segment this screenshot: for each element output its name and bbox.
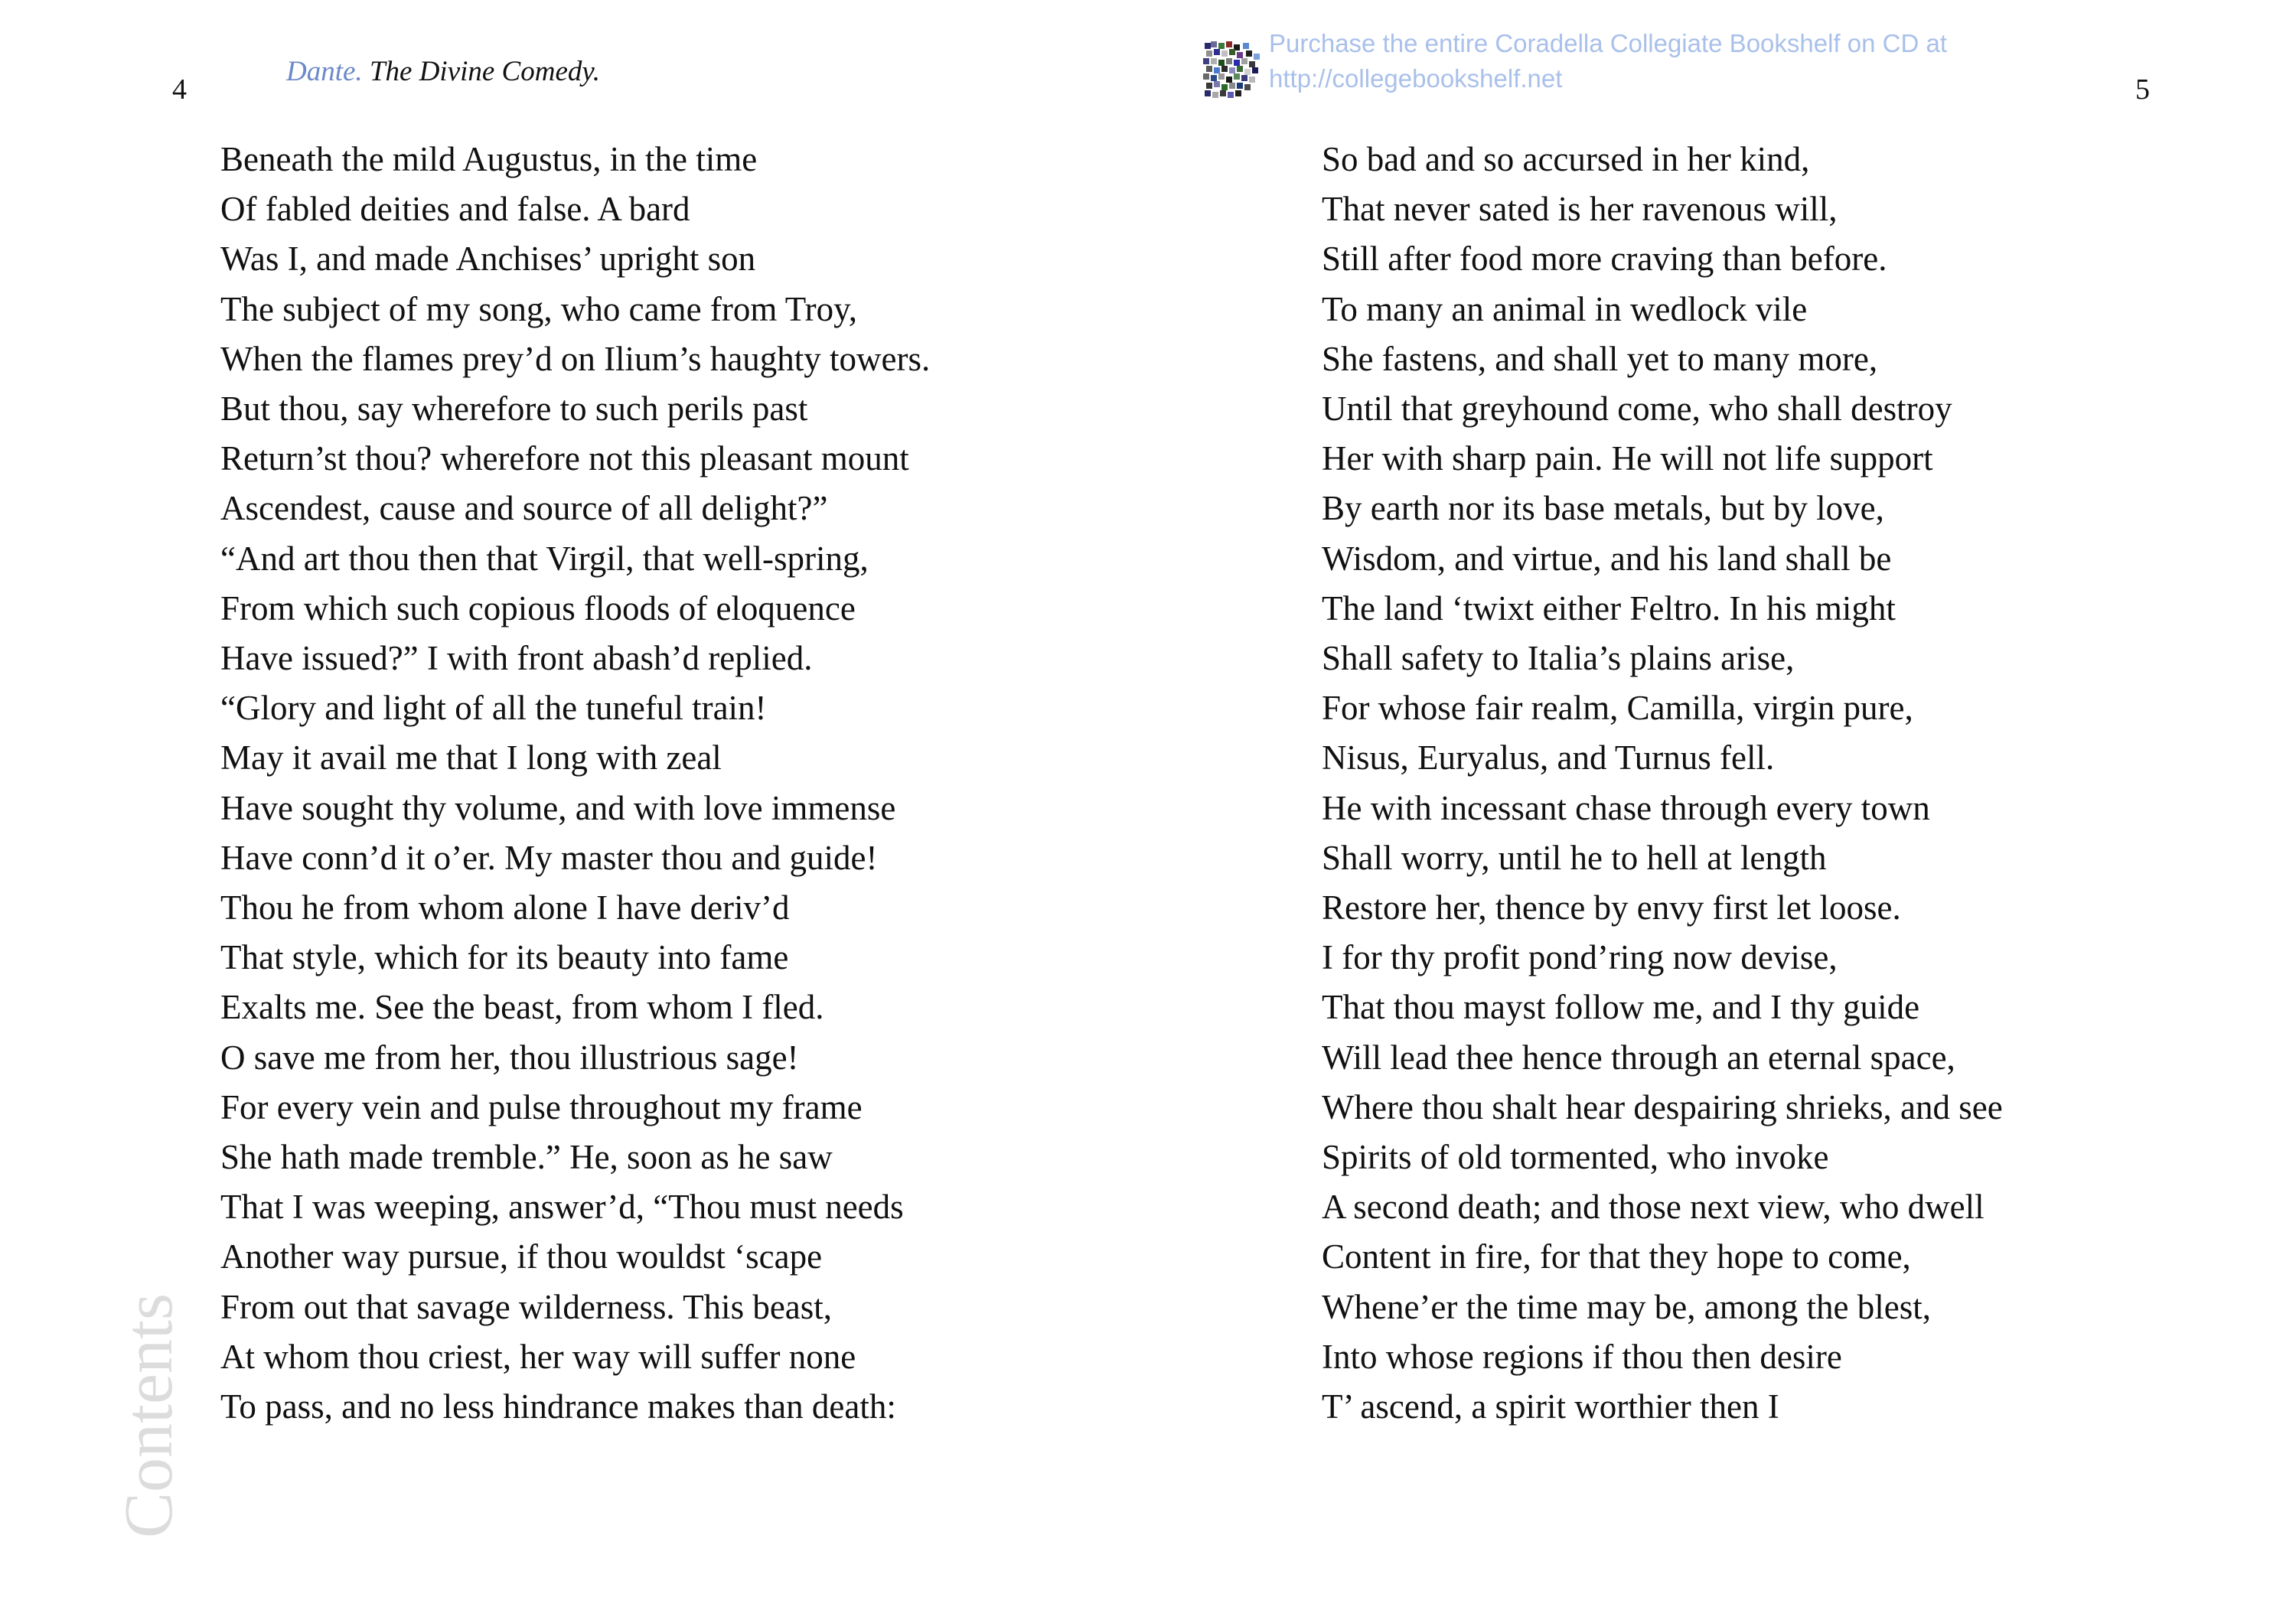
page-number-left: 4 — [172, 73, 187, 106]
verse-line: Ascendest, cause and source of all delight?” — [220, 489, 828, 528]
verse-line: From out that savage wilderness. This beast, — [220, 1287, 833, 1326]
verse-line: Content in fire, for that they hope to come, — [1322, 1237, 1911, 1276]
verse-line: That I was weeping, answer’d, “Thou must needs — [220, 1188, 904, 1227]
verse-line: For every vein and pulse throughout my frame — [220, 1087, 863, 1126]
verse-line: Wisdom, and virtue, and his land shall be — [1322, 539, 1892, 578]
verse-line: A second death; and those next view, who dwell — [1322, 1188, 1985, 1227]
verse-line: Of fabled deities and false. A bard — [220, 190, 690, 229]
verse-line: Have issued?” I with front abash’d replied. — [220, 639, 813, 678]
contents-tab[interactable]: Contents — [111, 1292, 187, 1538]
verse-line: She fastens, and shall yet to many more, — [1322, 339, 1878, 378]
verse-line: Another way pursue, if thou wouldst ‘scape — [220, 1237, 823, 1276]
verse-line: To pass, and no less hindrance makes than death: — [220, 1387, 896, 1426]
verse-line: Beneath the mild Augustus, in the time — [220, 140, 758, 178]
verse-line: By earth nor its base metals, but by love, — [1322, 489, 1884, 528]
verse-line: Where thou shalt hear despairing shrieks, and see — [1322, 1087, 2003, 1126]
verse-line: May it avail me that I long with zeal — [220, 738, 722, 777]
verse-line: I for thy profit pond’ring now devise, — [1322, 938, 1838, 977]
verse-line: T’ ascend, a spirit worthier then I — [1322, 1387, 1779, 1426]
verse-line: Still after food more craving than before. — [1322, 240, 1887, 279]
purchase-link-line-1[interactable]: Purchase the entire Coradella Collegiate Bookshelf on CD at — [1269, 29, 1948, 57]
verse-line: Thou he from whom alone I have deriv’d — [220, 888, 790, 927]
verse-line: At whom thou criest, her way will suffer none — [220, 1337, 856, 1376]
verse-line: Have conn’d it o’er. My master thou and guide! — [220, 838, 878, 877]
verse-line: She hath made tremble.” He, soon as he saw — [220, 1138, 833, 1177]
running-head-author[interactable]: Dante. — [286, 56, 363, 87]
verse-line: Will lead thee hence through an eternal space, — [1322, 1038, 1955, 1077]
verse-line: But thou, say wherefore to such perils past — [220, 390, 808, 429]
verse-left-page — [220, 135, 930, 1432]
verse-line: That style, which for its beauty into fame — [220, 938, 789, 977]
verse-line: The land ‘twixt either Feltro. In his might — [1322, 588, 1896, 627]
verse-line: O save me from her, thou illustrious sage! — [220, 1038, 799, 1077]
verse-line: That thou mayst follow me, and I thy guide — [1322, 988, 1920, 1027]
verse-line: From which such copious floods of eloquence — [220, 588, 856, 627]
verse-line: For whose fair realm, Camilla, virgin pure, — [1322, 689, 1913, 728]
verse-line: Shall safety to Italia’s plains arise, — [1322, 639, 1795, 678]
page-number-right: 5 — [2135, 73, 2150, 106]
verse-line: Was I, and made Anchises’ upright son — [220, 240, 756, 279]
verse-line: Have sought thy volume, and with love immense — [220, 788, 896, 827]
verse-right-page — [1322, 135, 2003, 1432]
verse-line: To many an animal in wedlock vile — [1322, 289, 1808, 328]
running-head — [286, 55, 600, 88]
verse-line: Exalts me. See the beast, from whom I fled. — [220, 988, 824, 1027]
purchase-promo[interactable] — [1203, 26, 1947, 101]
verse-line: He with incessant chase through every town — [1322, 788, 1930, 827]
verse-line: Restore her, thence by envy first let loose. — [1322, 888, 1901, 927]
verse-line: Into whose regions if thou then desire — [1322, 1337, 1842, 1376]
verse-line: Nisus, Euryalus, and Turnus fell. — [1322, 738, 1775, 777]
purchase-link[interactable] — [1269, 26, 1947, 96]
verse-line: That never sated is her ravenous will, — [1322, 190, 1838, 229]
verse-line: “And art thou then that Virgil, that well-spring, — [220, 539, 869, 578]
verse-line: Shall worry, until he to hell at length — [1322, 838, 1827, 877]
verse-line: Until that greyhound come, who shall destroy — [1322, 390, 1952, 429]
verse-line: “Glory and light of all the tuneful train! — [220, 689, 767, 728]
verse-line: The subject of my song, who came from Troy, — [220, 289, 857, 328]
verse-line: Whene’er the time may be, among the blest, — [1322, 1287, 1931, 1326]
verse-line: Spirits of old tormented, who invoke — [1322, 1138, 1829, 1177]
purchase-link-url[interactable]: http://collegebookshelf.net — [1269, 64, 1563, 93]
verse-line: When the flames prey’d on Ilium’s haughty towers. — [220, 339, 931, 378]
verse-line: Her with sharp pain. He will not life support — [1322, 439, 1933, 478]
running-head-title: The Divine Comedy. — [369, 56, 601, 87]
verse-line: So bad and so accursed in her kind, — [1322, 140, 1810, 178]
verse-line: Return’st thou? wherefore not this pleasant mount — [220, 439, 909, 478]
book-collage-icon — [1203, 40, 1261, 101]
